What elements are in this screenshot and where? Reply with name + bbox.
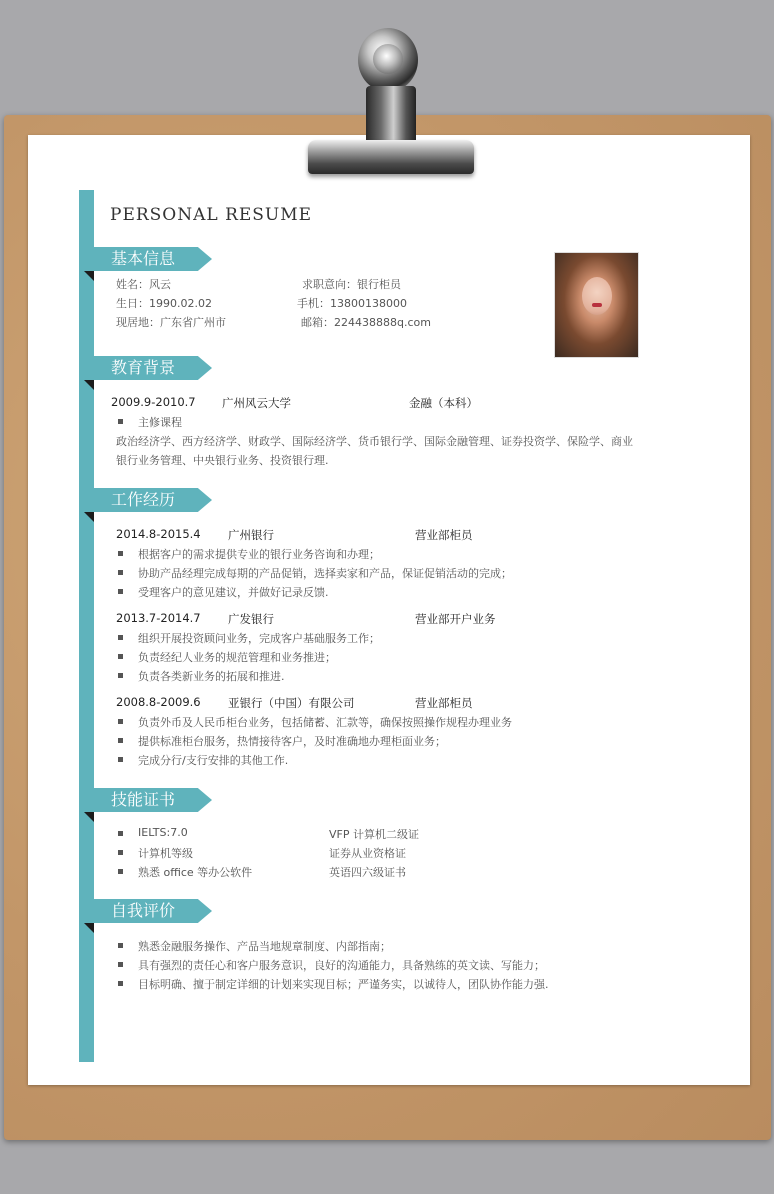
skill-item: VFP 计算机二级证 [329,828,419,841]
bullet [118,551,123,556]
skill-item: 熟悉 office 等办公软件 [138,866,253,879]
bullet [118,962,123,967]
section-header-basic [94,247,212,271]
job-duty: 协助产品经理完成每期的产品促销，选择卖家和产品，保证促销活动的完成； [138,567,512,580]
job-duty: 组织开展投资顾问业务，完成客户基础服务工作； [138,632,380,645]
email-field: 邮箱：224438888q.com [301,316,431,329]
binder-clip-base [308,140,474,174]
job-position: 营业部柜员 [415,696,473,710]
job-company: 广发银行 [228,612,274,626]
skill-item: 英语四六级证书 [329,866,406,879]
skill-item: 证券从业资格证 [329,847,406,860]
job-period: 2014.8-2015.4 [116,527,201,541]
job-duty: 提供标准柜台服务，热情接待客户，及时准确地办理柜面业务； [138,735,446,748]
self-eval-item: 熟悉金融服务操作、产品当地规章制度、内部指南； [138,940,391,953]
bullet [118,981,123,986]
job-period: 2008.8-2009.6 [116,695,201,709]
bullet [118,869,123,874]
binder-clip-hole [373,44,403,74]
section-label: 基本信息 [111,249,176,268]
bullet [118,570,123,575]
edu-period: 2009.9-2010.7 [111,395,196,409]
birth-field: 生日：1990.02.02 [116,297,212,310]
edu-major: 金融（本科） [409,396,478,410]
job-duty: 受理客户的意见建议，并做好记录反馈. [138,586,329,599]
job-position: 营业部开户业务 [415,612,496,626]
job-duty: 负责经纪人业务的规范管理和业务推进； [138,651,336,664]
job-company: 广州银行 [228,528,274,542]
section-label: 自我评价 [111,901,176,920]
phone-field: 手机：13800138000 [297,297,407,310]
edu-school: 广州风云大学 [222,396,291,410]
job-period: 2013.7-2014.7 [116,611,201,625]
bullet [118,850,123,855]
section-label: 工作经历 [111,490,176,509]
name-field: 姓名：风云 [116,278,171,291]
bullet [118,589,123,594]
edu-courses: 银行业务管理、中央银行业务、投资银行理. [116,454,329,467]
binder-clip-neck [366,86,416,142]
edu-course-title: 主修课程 [138,416,182,429]
profile-photo [554,252,639,358]
bullet [118,654,123,659]
skill-item: 计算机等级 [138,847,193,860]
job-duty: 根据客户的需求提供专业的银行业务咨询和办理； [138,548,380,561]
intent-field: 求职意向：银行柜员 [302,278,401,291]
section-label: 技能证书 [111,790,176,809]
bullet [118,943,123,948]
section-header-education [94,356,212,380]
page-title: PERSONAL RESUME [110,205,313,225]
bullet [118,419,123,424]
section-label: 教育背景 [111,358,176,377]
bullet [118,635,123,640]
section-header-work [94,488,212,512]
bullet [118,673,123,678]
bullet [118,719,123,724]
bullet [118,757,123,762]
bullet [118,738,123,743]
job-duty: 负责外币及人民币柜台业务，包括储蓄、汇款等，确保按照操作规程办理业务 [138,716,512,729]
section-header-self-eval [94,899,212,923]
self-eval-item: 目标明确、擅于制定详细的计划来实现目标；严谨务实，以诚待人，团队协作能力强. [138,978,549,991]
job-duty: 负责各类新业务的拓展和推进. [138,670,285,683]
self-eval-item: 具有强烈的责任心和客户服务意识，良好的沟通能力，具备熟练的英文读、写能力； [138,959,545,972]
skill-item: IELTS:7.0 [138,826,188,839]
job-duty: 完成分行/支行安排的其他工作. [138,754,289,767]
bullet [118,831,123,836]
edu-courses: 政治经济学、西方经济学、财政学、国际经济学、货币银行学、国际金融管理、证券投资学、保险学、商业 [116,435,633,448]
job-position: 营业部柜员 [415,528,473,542]
job-company: 亚银行（中国）有限公司 [228,696,355,710]
address-field: 现居地：广东省广州市 [116,316,226,329]
section-header-skills [94,788,212,812]
